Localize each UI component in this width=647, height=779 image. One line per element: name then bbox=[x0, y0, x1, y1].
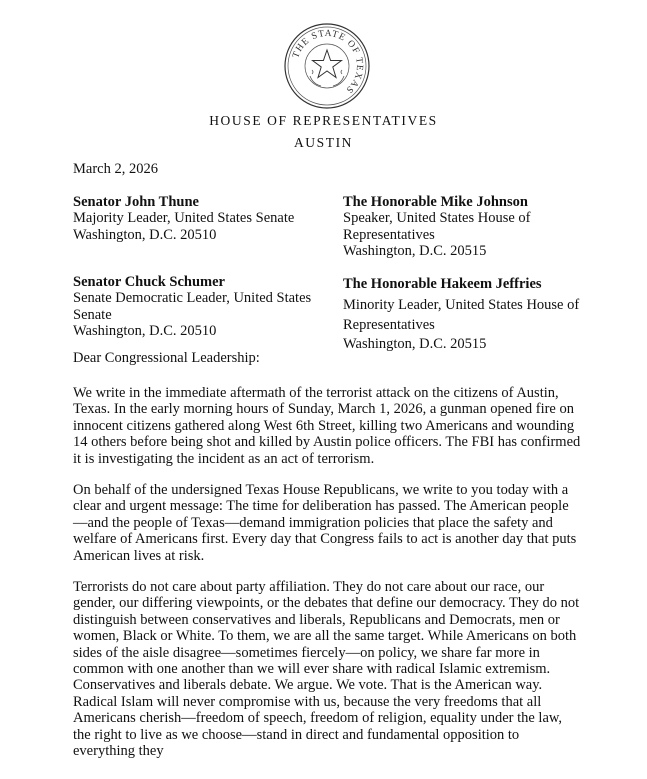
svg-text:THE STATE OF TEXAS bbox=[291, 29, 364, 95]
addressee-thune bbox=[73, 194, 313, 243]
seal-text: THE STATE OF TEXAS bbox=[291, 28, 365, 96]
addressee-line: Representatives bbox=[343, 226, 435, 243]
addressee-line: Majority Leader, United States Senate bbox=[73, 210, 295, 227]
letterhead-chamber: HOUSE OF REPRESENTATIVES bbox=[209, 113, 438, 128]
addressee-name: Senator Chuck Schumer bbox=[73, 274, 225, 290]
addressee-line: Representatives bbox=[343, 316, 435, 333]
addressee-line: Washington, D.C. 20515 bbox=[343, 242, 487, 259]
addressee-line: Washington, D.C. 20515 bbox=[343, 336, 487, 353]
body-paragraph-2: On behalf of the undersigned Texas House Republicans, we write to you today with a clear and urgent message: The time for deliberation has passed. The American people—and the people of Texas—demand immigration policies that place the safety and welfare of Americans first. Every day that Congress fails to act is another day that puts American lives at risk. bbox=[73, 482, 577, 564]
addressee-line: Senate Democratic Leader, United States bbox=[73, 290, 312, 307]
addressee-jeffries bbox=[343, 276, 583, 355]
addressee-line: Washington, D.C. 20510 bbox=[73, 226, 217, 243]
texas-state-seal bbox=[283, 22, 371, 110]
body-paragraph-1: We write in the immediate aftermath of the terrorist attack on the citizens of Austin, Texas. In the early morning hours of Sunday, March 1, 2026, a gunman opened fire on innocent citizens gathered along West 6th Street, killing two Americans and wounding 14 others before being shot and killed by Austin police officers. The FBI has confirmed it is investigating the incident as an act of terrorism. bbox=[73, 385, 581, 467]
addressee-name: The Honorable Mike Johnson bbox=[343, 194, 528, 210]
letter-date: March 2, 2026 bbox=[73, 161, 158, 177]
addressee-johnson bbox=[343, 194, 583, 259]
addressee-line: Washington, D.C. 20510 bbox=[73, 322, 217, 339]
addressee-name: The Honorable Hakeem Jeffries bbox=[343, 276, 542, 292]
letterhead-city: AUSTIN bbox=[293, 135, 354, 150]
body-paragraph-3: Terrorists do not care about party affiliation. They do not care about our race, our gender, our differing viewpoints, or the debates that define our democracy. They do not distinguish between conservatives and liberals, Republicans and Democrats, men or women, Black or White. To them, we are all the same target. While Americans on both sides of the aisle disagree—sometimes fiercely—on policy, we share far more in common with one another than we will ever share with radical Islamic extremism. Conservatives and liberals debate. We argue. We vote. That is the American way. Radical Islam will never compromise with us, because the very freedoms that all Americans cherish—freedom of speech, freedom of religion, equality under the law, the right to live as we choose—stand in direct and fundamental opposition to everything they bbox=[73, 579, 580, 760]
addressee-line: Senate bbox=[73, 306, 112, 323]
addressee-name: Senator John Thune bbox=[73, 194, 199, 210]
salutation: Dear Congressional Leadership: bbox=[73, 350, 260, 366]
addressee-line: Minority Leader, United States House of bbox=[343, 297, 580, 314]
texas-state-seal-icon bbox=[283, 22, 371, 110]
addressee-line: Speaker, United States House of bbox=[343, 210, 531, 227]
addressee-schumer bbox=[73, 274, 321, 339]
